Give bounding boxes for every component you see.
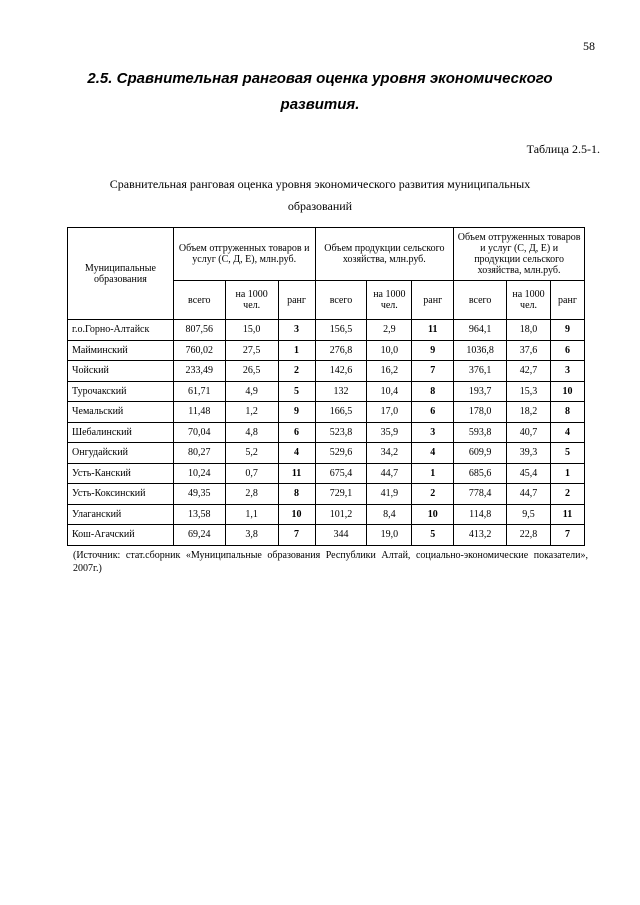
total-value-cell: 675,4	[315, 463, 367, 484]
section-title-line-2: развития.	[280, 96, 360, 113]
table-group-header-row	[68, 228, 585, 281]
source-note: (Источник: стат.сборник «Муниципальные образования Республики Алтай, социально-экономические показатели», 2007г.)	[73, 550, 588, 574]
rank-cell: 1	[412, 463, 454, 484]
rank-cell: 3	[550, 361, 584, 382]
rank-cell: 5	[278, 381, 315, 402]
table-caption	[60, 173, 580, 217]
ranking-table	[67, 227, 585, 546]
table-caption-line-1: Сравнительная ранговая оценка уровня экономического развития муниципальных	[109, 177, 531, 191]
per-1000-value-cell: 41,9	[367, 484, 412, 505]
per-1000-value-cell: 44,7	[367, 463, 412, 484]
rank-cell: 9	[278, 402, 315, 423]
per-1000-value-cell: 3,8	[225, 525, 278, 546]
total-value-cell: 142,6	[315, 361, 367, 382]
rank-cell: 4	[412, 443, 454, 464]
total-value-cell: 593,8	[454, 422, 507, 443]
rank-cell: 6	[412, 402, 454, 423]
rank-cell: 4	[278, 443, 315, 464]
per-1000-value-cell: 8,4	[367, 504, 412, 525]
per-1000-value-cell: 10,0	[367, 340, 412, 361]
rank-cell: 11	[550, 504, 584, 525]
rank-cell: 10	[412, 504, 454, 525]
total-value-cell: 13,58	[173, 504, 225, 525]
rank-cell: 1	[278, 340, 315, 361]
total-value-cell: 156,5	[315, 320, 367, 341]
total-value-cell: 376,1	[454, 361, 507, 382]
rank-cell: 5	[412, 525, 454, 546]
per-1000-value-cell: 1,1	[225, 504, 278, 525]
table-row	[68, 504, 585, 525]
municipality-column-header: Муниципальные образования	[68, 228, 174, 320]
table-row	[68, 443, 585, 464]
total-value-cell: 80,27	[173, 443, 225, 464]
table-row	[68, 484, 585, 505]
per-1000-value-cell: 0,7	[225, 463, 278, 484]
rank-cell: 2	[550, 484, 584, 505]
total-value-cell: 685,6	[454, 463, 507, 484]
total-value-cell: 964,1	[454, 320, 507, 341]
per-1000-value-cell: 34,2	[367, 443, 412, 464]
municipality-name-cell: Усть-Канский	[68, 463, 174, 484]
rank-cell: 2	[278, 361, 315, 382]
per-1000-value-cell: 16,2	[367, 361, 412, 382]
subheader-total: всего	[173, 281, 225, 320]
municipality-name-cell: Усть-Коксинский	[68, 484, 174, 505]
subheader-total: всего	[315, 281, 367, 320]
table-row	[68, 402, 585, 423]
subheader-rank: ранг	[412, 281, 454, 320]
rank-cell: 6	[278, 422, 315, 443]
rank-cell: 1	[550, 463, 584, 484]
table-row	[68, 340, 585, 361]
municipality-name-cell: г.о.Горно-Алтайск	[68, 320, 174, 341]
rank-cell: 8	[278, 484, 315, 505]
per-1000-value-cell: 15,3	[507, 381, 551, 402]
total-value-cell: 760,02	[173, 340, 225, 361]
municipality-name-cell: Чемальский	[68, 402, 174, 423]
per-1000-value-cell: 18,0	[507, 320, 551, 341]
per-1000-value-cell: 35,9	[367, 422, 412, 443]
per-1000-value-cell: 5,2	[225, 443, 278, 464]
rank-cell: 5	[550, 443, 584, 464]
per-1000-value-cell: 44,7	[507, 484, 551, 505]
rank-cell: 9	[412, 340, 454, 361]
total-value-cell: 69,24	[173, 525, 225, 546]
per-1000-value-cell: 4,8	[225, 422, 278, 443]
municipality-name-cell: Шебалинский	[68, 422, 174, 443]
per-1000-value-cell: 15,0	[225, 320, 278, 341]
total-value-cell: 1036,8	[454, 340, 507, 361]
per-1000-value-cell: 17,0	[367, 402, 412, 423]
total-value-cell: 193,7	[454, 381, 507, 402]
rank-cell: 8	[412, 381, 454, 402]
rank-cell: 9	[550, 320, 584, 341]
section-title	[60, 66, 580, 118]
section-title-line-1: 2.5. Сравнительная ранговая оценка уровня экономического	[87, 70, 553, 87]
per-1000-value-cell: 37,6	[507, 340, 551, 361]
municipality-name-cell: Улаганский	[68, 504, 174, 525]
total-value-cell: 778,4	[454, 484, 507, 505]
rank-cell: 11	[278, 463, 315, 484]
subheader-total: всего	[454, 281, 507, 320]
rank-cell: 11	[412, 320, 454, 341]
subheader-rank: ранг	[550, 281, 584, 320]
rank-cell: 10	[550, 381, 584, 402]
table-caption-line-2: образований	[287, 199, 353, 213]
per-1000-value-cell: 18,2	[507, 402, 551, 423]
per-1000-value-cell: 22,8	[507, 525, 551, 546]
total-value-cell: 344	[315, 525, 367, 546]
rank-cell: 10	[278, 504, 315, 525]
total-value-cell: 807,56	[173, 320, 225, 341]
municipality-name-cell: Турочакский	[68, 381, 174, 402]
group-header-agriculture: Объем продукции сельского хозяйства, млн.руб.	[315, 228, 454, 281]
rank-cell: 3	[278, 320, 315, 341]
rank-cell: 6	[550, 340, 584, 361]
total-value-cell: 413,2	[454, 525, 507, 546]
rank-cell: 7	[412, 361, 454, 382]
total-value-cell: 166,5	[315, 402, 367, 423]
total-value-cell: 609,9	[454, 443, 507, 464]
total-value-cell: 114,8	[454, 504, 507, 525]
total-value-cell: 523,8	[315, 422, 367, 443]
table-row	[68, 320, 585, 341]
per-1000-value-cell: 4,9	[225, 381, 278, 402]
per-1000-value-cell: 10,4	[367, 381, 412, 402]
rank-cell: 7	[278, 525, 315, 546]
total-value-cell: 529,6	[315, 443, 367, 464]
total-value-cell: 233,49	[173, 361, 225, 382]
municipality-name-cell: Чойский	[68, 361, 174, 382]
rank-cell: 2	[412, 484, 454, 505]
per-1000-value-cell: 1,2	[225, 402, 278, 423]
group-header-combined: Объем отгруженных товаров и услуг (С, Д, Е) и продукции сельского хозяйства, млн.руб.	[454, 228, 585, 281]
per-1000-value-cell: 39,3	[507, 443, 551, 464]
group-header-shipped-goods: Объем отгруженных товаров и услуг (С, Д, Е), млн.руб.	[173, 228, 315, 281]
total-value-cell: 729,1	[315, 484, 367, 505]
rank-cell: 3	[412, 422, 454, 443]
total-value-cell: 10,24	[173, 463, 225, 484]
table-body	[68, 320, 585, 546]
table-row	[68, 361, 585, 382]
per-1000-value-cell: 40,7	[507, 422, 551, 443]
per-1000-value-cell: 9,5	[507, 504, 551, 525]
per-1000-value-cell: 27,5	[225, 340, 278, 361]
total-value-cell: 11,48	[173, 402, 225, 423]
table-row	[68, 463, 585, 484]
subheader-rank: ранг	[278, 281, 315, 320]
subheader-per-1000: на 1000 чел.	[507, 281, 551, 320]
municipality-name-cell: Майминский	[68, 340, 174, 361]
municipality-name-cell: Онгудайский	[68, 443, 174, 464]
total-value-cell: 276,8	[315, 340, 367, 361]
page-number: 58	[583, 39, 595, 53]
table-row	[68, 525, 585, 546]
table-label: Таблица 2.5-1.	[526, 142, 600, 156]
municipality-name-cell: Кош-Агачский	[68, 525, 174, 546]
total-value-cell: 132	[315, 381, 367, 402]
total-value-cell: 178,0	[454, 402, 507, 423]
per-1000-value-cell: 42,7	[507, 361, 551, 382]
rank-cell: 8	[550, 402, 584, 423]
subheader-per-1000: на 1000 чел.	[367, 281, 412, 320]
total-value-cell: 49,35	[173, 484, 225, 505]
per-1000-value-cell: 26,5	[225, 361, 278, 382]
table-row	[68, 422, 585, 443]
per-1000-value-cell: 19,0	[367, 525, 412, 546]
rank-cell: 4	[550, 422, 584, 443]
rank-cell: 7	[550, 525, 584, 546]
subheader-per-1000: на 1000 чел.	[225, 281, 278, 320]
per-1000-value-cell: 2,9	[367, 320, 412, 341]
total-value-cell: 61,71	[173, 381, 225, 402]
total-value-cell: 70,04	[173, 422, 225, 443]
per-1000-value-cell: 45,4	[507, 463, 551, 484]
table-row	[68, 381, 585, 402]
per-1000-value-cell: 2,8	[225, 484, 278, 505]
total-value-cell: 101,2	[315, 504, 367, 525]
